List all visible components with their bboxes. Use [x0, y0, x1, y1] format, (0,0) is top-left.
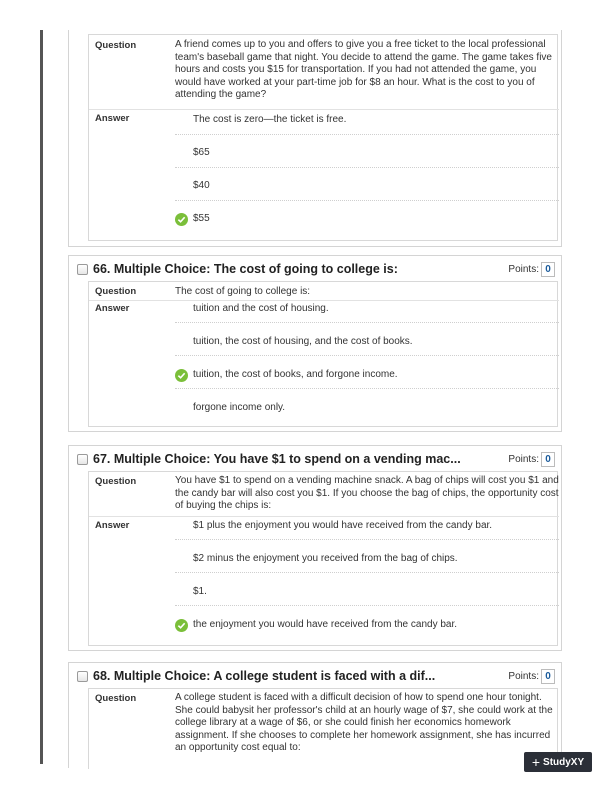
- question-label: Question: [95, 40, 137, 51]
- points-label: Points:: [508, 671, 539, 682]
- answer-separator: [175, 572, 559, 573]
- points-indicator: [508, 262, 555, 277]
- points-label: Points:: [508, 264, 539, 275]
- answer-separator: [175, 388, 559, 389]
- question-label: Question: [95, 476, 137, 487]
- answer-option-correct: $55: [193, 213, 210, 224]
- divider: [89, 300, 559, 301]
- question-body-68: [88, 688, 558, 769]
- question-card-65: [68, 30, 562, 247]
- answer-separator: [175, 167, 559, 168]
- answer-option: $1.: [193, 586, 207, 597]
- points-indicator: [508, 669, 555, 684]
- answer-separator: [175, 134, 559, 135]
- points-value: 0: [541, 669, 555, 684]
- correct-check-icon: [175, 213, 188, 226]
- select-checkbox[interactable]: [77, 454, 88, 465]
- answer-label: Answer: [95, 520, 130, 531]
- page-left-border: [40, 30, 43, 764]
- divider: [89, 109, 559, 110]
- question-text: You have $1 to spend on a vending machine snack. A bag of chips will cost you $1 and the candy bar will also cost you $1. If you choose the bag of chips, the opportunity cost of buying the chips is:: [175, 475, 559, 511]
- question-card-66: [68, 255, 562, 432]
- correct-check-icon: [175, 619, 188, 632]
- points-value: 0: [541, 452, 555, 467]
- studyxy-logo: [524, 752, 592, 772]
- answer-separator: [175, 539, 559, 540]
- answer-option: forgone income only.: [193, 402, 286, 413]
- question-text: A friend comes up to you and offers to give you a free ticket to the local professional team's baseball game that night. You decide to attend the game. The game takes five hours and costs you $15 for transportation. If you had not attended the game, you would have worked at your part-time job for $8 an hour. What is the cost to you of attending the game?: [175, 39, 552, 100]
- answer-separator: [175, 322, 559, 323]
- select-checkbox[interactable]: [77, 264, 88, 275]
- question-title: 68. Multiple Choice: A college student is faced with a dif...: [93, 669, 436, 683]
- question-card-67: [68, 445, 562, 651]
- answer-separator: [175, 355, 559, 356]
- question-title: 67. Multiple Choice: You have $1 to spend on a vending mac...: [93, 452, 461, 466]
- question-body-65: [88, 34, 558, 241]
- divider: [89, 516, 559, 517]
- answer-option-correct: the enjoyment you would have received from the candy bar.: [193, 619, 458, 630]
- question-body-67: [88, 471, 558, 646]
- question-body-66: [88, 281, 558, 427]
- question-label: Question: [95, 693, 137, 704]
- points-value: 0: [541, 262, 555, 277]
- answer-option: $1 plus the enjoyment you would have received from the candy bar.: [193, 520, 493, 531]
- answer-option: $2 minus the enjoyment you received from the bag of chips.: [193, 553, 458, 564]
- logo-text: StudyXY: [543, 756, 585, 768]
- question-card-68: [68, 662, 562, 768]
- plus-icon: +: [531, 754, 541, 770]
- question-text: The cost of going to college is:: [175, 286, 311, 297]
- answer-separator: [175, 605, 559, 606]
- answer-separator: [175, 200, 559, 201]
- answer-label: Answer: [95, 303, 130, 314]
- points-label: Points:: [508, 454, 539, 465]
- answer-option-correct: tuition, the cost of books, and forgone income.: [193, 369, 398, 380]
- answer-option: $40: [193, 180, 210, 191]
- answer-option: The cost is zero—the ticket is free.: [193, 114, 347, 125]
- answer-option: $65: [193, 147, 210, 158]
- question-label: Question: [95, 286, 137, 297]
- points-indicator: [508, 452, 555, 467]
- select-checkbox[interactable]: [77, 671, 88, 682]
- question-text: A college student is faced with a difficult decision of how to spend one hour tonight. She could babysit her professor's child at an hourly wage of $7, she could work at the college library at a wage of $6, or she could finish her economics homework assignment. If she chooses to complete her homework assignment, she has incurred an opportunity cost equal to:: [175, 692, 553, 753]
- question-title: 66. Multiple Choice: The cost of going to college is:: [93, 262, 398, 276]
- answer-option: tuition, the cost of housing, and the cost of books.: [193, 336, 413, 347]
- correct-check-icon: [175, 369, 188, 382]
- answer-option: tuition and the cost of housing.: [193, 303, 329, 314]
- answer-label: Answer: [95, 113, 130, 124]
